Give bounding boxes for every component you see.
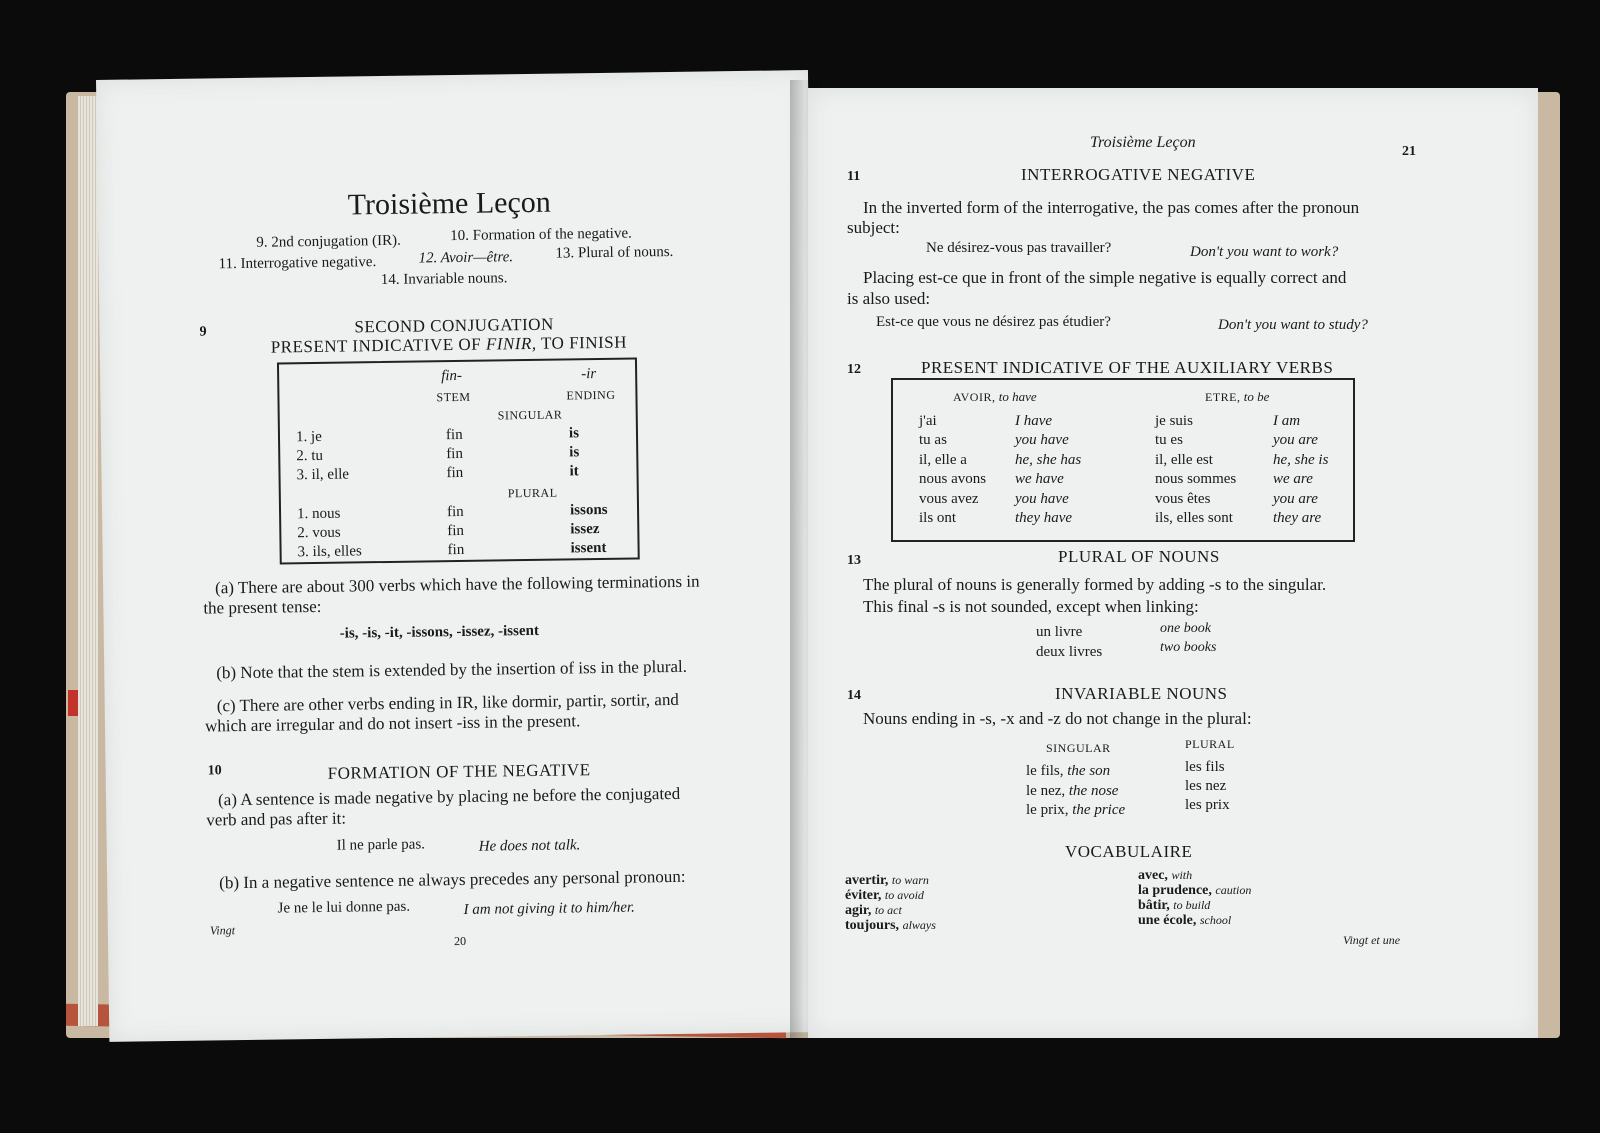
stem: fin: [446, 503, 464, 521]
running-head: Troisième Leçon: [1090, 134, 1196, 151]
english-gloss: he, she has: [1015, 452, 1082, 468]
english-gloss: we are: [1273, 471, 1313, 487]
vocab-gloss: school: [1199, 913, 1232, 927]
vocab-entry: [845, 918, 936, 934]
section-number: 14: [847, 688, 861, 703]
example-french: Je ne le lui donne pas.: [277, 898, 411, 917]
english-gloss: he, she is: [1273, 452, 1329, 468]
ending: issent: [570, 539, 607, 557]
english-gloss: we have: [1015, 471, 1064, 487]
pronoun: 1. je: [295, 428, 322, 446]
section-number: 9: [199, 324, 207, 340]
vocab-entry: [845, 873, 929, 889]
section-number: 11: [847, 169, 861, 184]
vocab-word: toujours,: [845, 918, 900, 933]
french-form: ils, elles sont: [1155, 510, 1233, 526]
english-gloss: you are: [1273, 432, 1318, 448]
vocab-entry: [1138, 868, 1192, 884]
ending: it: [569, 463, 579, 480]
english-gloss: the price: [1072, 802, 1126, 818]
english-gloss: they are: [1273, 510, 1322, 526]
paragraph: (a) A sentence is made negative by placing ne before the conjugated: [217, 783, 681, 810]
ending-label: ENDING: [566, 387, 616, 403]
section-heading: SECOND CONJUGATION: [354, 314, 554, 337]
vocab-word: avertir,: [845, 873, 889, 888]
section-heading: PLURAL OF NOUNS: [1058, 547, 1220, 566]
plural-form: les prix: [1185, 797, 1230, 813]
paragraph: Placing est-ce que in front of the simple negative is equally correct and: [863, 268, 1347, 287]
example-french: un livre: [1036, 624, 1083, 640]
plural-label: PLURAL: [507, 485, 558, 501]
heading-verb: FINIR,: [485, 333, 537, 354]
english-gloss: I am: [1273, 413, 1301, 429]
section-heading: PRESENT INDICATIVE OF THE AUXILIARY VERBS: [921, 358, 1334, 377]
section-number: 13: [847, 553, 861, 568]
toc-item: 11. Interrogative negative.: [218, 254, 377, 273]
toc-item: 10. Formation of the negative.: [450, 225, 632, 245]
stem: fin: [447, 541, 465, 559]
verb-name: ETRE,: [1205, 390, 1241, 404]
paragraph: Nouns ending in -s, -x and -z do not change in the plural:: [863, 709, 1252, 728]
etre-header: [1205, 390, 1269, 405]
french-form: vous êtes: [1155, 491, 1211, 507]
section-heading: INTERROGATIVE NEGATIVE: [1021, 165, 1256, 184]
vocab-entry: [1138, 913, 1231, 929]
english-gloss: you have: [1015, 491, 1069, 507]
section-number: 12: [847, 362, 861, 377]
vocab-word: une école,: [1138, 913, 1197, 928]
english-gloss: the son: [1067, 763, 1111, 779]
vocab-gloss: to build: [1173, 898, 1211, 912]
vocab-word: agir,: [845, 903, 872, 918]
singular-label: SINGULAR: [1046, 741, 1111, 755]
french-form: le nez,: [1026, 783, 1066, 799]
example-english: Don't you want to work?: [1190, 244, 1339, 260]
example-french: Est-ce que vous ne désirez pas étudier?: [876, 314, 1111, 330]
vocab-gloss: to avoid: [884, 888, 924, 902]
heading-part: TO FINISH: [540, 332, 628, 353]
vocab-gloss: always: [902, 918, 936, 932]
verb-gloss: to have: [998, 389, 1037, 404]
ending: issons: [569, 501, 608, 519]
section-heading: INVARIABLE NOUNS: [1055, 684, 1228, 703]
french-form: vous avez: [919, 491, 979, 507]
example-french: deux livres: [1036, 644, 1103, 660]
paragraph: the present tense:: [203, 596, 322, 618]
ending-header: -ir: [581, 366, 597, 383]
plural-form: les nez: [1185, 778, 1227, 794]
conjugation-table: [277, 357, 640, 564]
stem: fin: [445, 426, 463, 444]
example-english: one book: [1160, 621, 1211, 636]
vocab-gloss: with: [1171, 868, 1193, 882]
french-form: le prix,: [1026, 802, 1069, 818]
french-form: le fils,: [1026, 763, 1064, 779]
paragraph: This final -s is not sounded, except when linking:: [863, 597, 1199, 616]
ending: is: [568, 425, 580, 442]
section-heading: FORMATION OF THE NEGATIVE: [327, 760, 591, 783]
english-gloss: the nose: [1068, 783, 1119, 799]
paragraph: is also used:: [847, 289, 931, 308]
example-english: I am not giving it to him/her.: [463, 899, 635, 918]
page-title: Troisième Leçon: [347, 185, 552, 222]
toc-item: 14. Invariable nouns.: [380, 270, 508, 289]
singular-label: SINGULAR: [497, 407, 563, 423]
page-edges: [78, 96, 98, 1026]
verb-gloss: to be: [1243, 389, 1270, 404]
french-form: tu as: [919, 432, 947, 448]
right-page: [808, 88, 1538, 1038]
paragraph: (c) There are other verbs ending in IR, like dormir, partir, sortir, and: [216, 689, 679, 716]
french-form: il, elle est: [1155, 452, 1213, 468]
paragraph: (b) In a negative sentence ne always precedes any personal pronoun:: [219, 866, 686, 893]
vocab-entry: [845, 903, 902, 919]
french-form: nous sommes: [1155, 471, 1237, 487]
example-french: Il ne parle pas.: [336, 836, 426, 854]
singular-form: [1026, 763, 1110, 780]
section-number: 10: [207, 763, 222, 779]
vocab-entry: [1138, 883, 1251, 899]
english-gloss: I have: [1015, 413, 1053, 429]
vocab-entry: [1138, 898, 1210, 914]
page-footer-word: Vingt: [209, 923, 236, 938]
french-form: je suis: [1155, 413, 1193, 429]
vocab-entry: [845, 888, 924, 904]
heading-part: PRESENT INDICATIVE OF: [270, 334, 482, 357]
paragraph: verb and pas after it:: [206, 808, 347, 830]
section-subheading: [271, 333, 627, 358]
auxiliary-verbs-table: [891, 378, 1355, 542]
singular-form: [1026, 802, 1125, 819]
example-french: Ne désirez-vous pas travailler?: [926, 240, 1112, 256]
pronoun: 3. il, elle: [296, 466, 350, 484]
paragraph: which are irregular and do not insert -iss in the present.: [204, 711, 581, 736]
ending: issez: [570, 521, 600, 538]
terminations: -is, -is, -it, -issons, -issez, -issent: [339, 622, 540, 642]
french-form: nous avons: [919, 471, 987, 487]
page-number: 20: [453, 933, 467, 949]
paragraph: (b) Note that the stem is extended by the insertion of iss in the plural.: [216, 656, 688, 683]
pronoun: 1. nous: [296, 505, 341, 523]
vocabulary-heading: VOCABULAIRE: [1065, 842, 1193, 861]
pronoun: 2. tu: [296, 447, 324, 465]
paragraph: (a) There are about 300 verbs which have the following terminations in: [214, 571, 700, 598]
toc-item: 12. Avoir—être.: [418, 249, 514, 267]
vocab-word: la prudence,: [1138, 883, 1212, 898]
vocab-gloss: to warn: [891, 873, 929, 887]
stem: fin: [446, 464, 464, 482]
english-gloss: they have: [1015, 510, 1073, 526]
plural-label: PLURAL: [1185, 737, 1235, 751]
english-gloss: you have: [1015, 432, 1069, 448]
vocab-word: avec,: [1138, 868, 1168, 883]
example-english: Don't you want to study?: [1218, 317, 1368, 333]
vocab-word: bâtir,: [1138, 898, 1170, 913]
paragraph: In the inverted form of the interrogative, the pas comes after the pronoun: [863, 198, 1360, 217]
english-gloss: you are: [1273, 491, 1318, 507]
french-form: ils ont: [919, 510, 957, 526]
page-footer-word: Vingt et une: [1343, 933, 1401, 947]
stem-header: fin-: [441, 367, 463, 385]
ending: is: [569, 444, 580, 461]
vocab-gloss: to act: [874, 903, 902, 917]
left-page: [96, 70, 821, 1042]
french-form: j'ai: [919, 413, 937, 429]
paragraph: The plural of nouns is generally formed by adding -s to the singular.: [863, 575, 1327, 594]
stem: fin: [447, 522, 465, 540]
pronoun: 3. ils, elles: [297, 543, 362, 561]
vocab-gloss: caution: [1215, 883, 1252, 897]
toc-item: 13. Plural of nouns.: [555, 243, 674, 262]
stem: fin: [446, 445, 464, 463]
french-form: tu es: [1155, 432, 1183, 448]
bookmark-ribbon: [68, 690, 78, 716]
verb-name: AVOIR,: [953, 390, 996, 404]
example-english: two books: [1160, 640, 1217, 655]
vocab-word: éviter,: [845, 888, 882, 903]
avoir-header: [953, 390, 1037, 405]
singular-form: [1026, 783, 1118, 800]
toc-item: 9. 2nd conjugation (IR).: [256, 232, 401, 251]
plural-form: les fils: [1185, 759, 1225, 775]
stem-label: STEM: [436, 389, 471, 405]
paragraph: subject:: [847, 218, 900, 237]
french-form: il, elle a: [919, 452, 967, 468]
page-number: 21: [1402, 144, 1416, 159]
pronoun: 2. vous: [297, 524, 341, 542]
example-english: He does not talk.: [478, 837, 581, 855]
